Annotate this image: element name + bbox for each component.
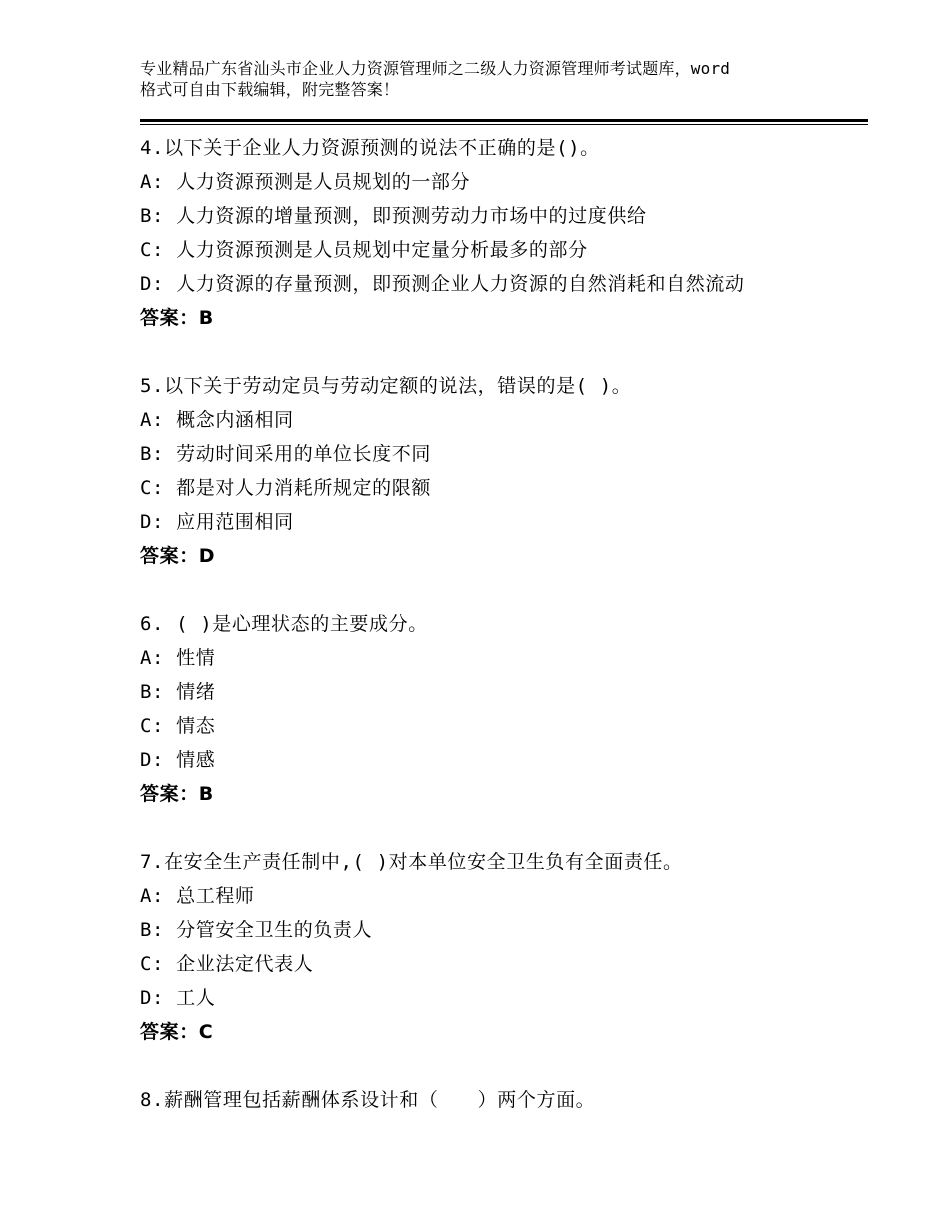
question-5 <box>140 369 868 573</box>
question-list <box>140 131 868 1151</box>
document-header <box>140 58 868 100</box>
option-d: D: 工人 <box>140 987 216 1009</box>
option-d: D: 应用范围相同 <box>140 511 294 533</box>
header-divider-thick <box>140 119 868 122</box>
document-page <box>140 0 868 1230</box>
question-stem: 8.薪酬管理包括薪酬体系设计和（ ）两个方面。 <box>140 1089 596 1111</box>
option-a: A: 概念内涵相同 <box>140 409 294 431</box>
option-b: B: 人力资源的增量预测，即预测劳动力市场中的过度供给 <box>140 205 647 227</box>
answer-label: 答案：C <box>140 1021 214 1043</box>
answer-label: 答案：B <box>140 783 214 805</box>
question-stem: 4.以下关于企业人力资源预测的说法不正确的是()。 <box>140 137 600 159</box>
question-stem: 7.在安全生产责任制中,( )对本单位安全卫生负有全面责任。 <box>140 851 683 873</box>
option-a: A: 人力资源预测是人员规划的一部分 <box>140 171 471 193</box>
option-d: D: 情感 <box>140 749 216 771</box>
answer-label: 答案：D <box>140 545 216 567</box>
option-c: C: 情态 <box>140 715 216 737</box>
option-b: B: 情绪 <box>140 681 216 703</box>
header-divider-thin <box>140 124 868 125</box>
option-c: C: 都是对人力消耗所规定的限额 <box>140 477 431 499</box>
header-title-line-1: 专业精品广东省汕头市企业人力资源管理师之二级人力资源管理师考试题库，word <box>140 59 731 78</box>
question-8 <box>140 1083 868 1117</box>
question-7 <box>140 845 868 1049</box>
answer-label: 答案：B <box>140 307 214 329</box>
option-a: A: 性情 <box>140 647 216 669</box>
question-stem: 5.以下关于劳动定员与劳动定额的说法，错误的是( )。 <box>140 375 632 397</box>
question-6 <box>140 607 868 811</box>
option-d: D: 人力资源的存量预测，即预测企业人力资源的自然消耗和自然流动 <box>140 273 745 295</box>
question-4 <box>140 131 868 335</box>
option-b: B: 分管安全卫生的负责人 <box>140 919 373 941</box>
header-title-line-2: 格式可自由下载编辑，附完整答案！ <box>140 80 400 99</box>
option-a: A: 总工程师 <box>140 885 255 907</box>
option-b: B: 劳动时间采用的单位长度不同 <box>140 443 431 465</box>
option-c: C: 人力资源预测是人员规划中定量分析最多的部分 <box>140 239 588 261</box>
question-stem: 6. ( )是心理状态的主要成分。 <box>140 613 428 635</box>
option-c: C: 企业法定代表人 <box>140 953 314 975</box>
